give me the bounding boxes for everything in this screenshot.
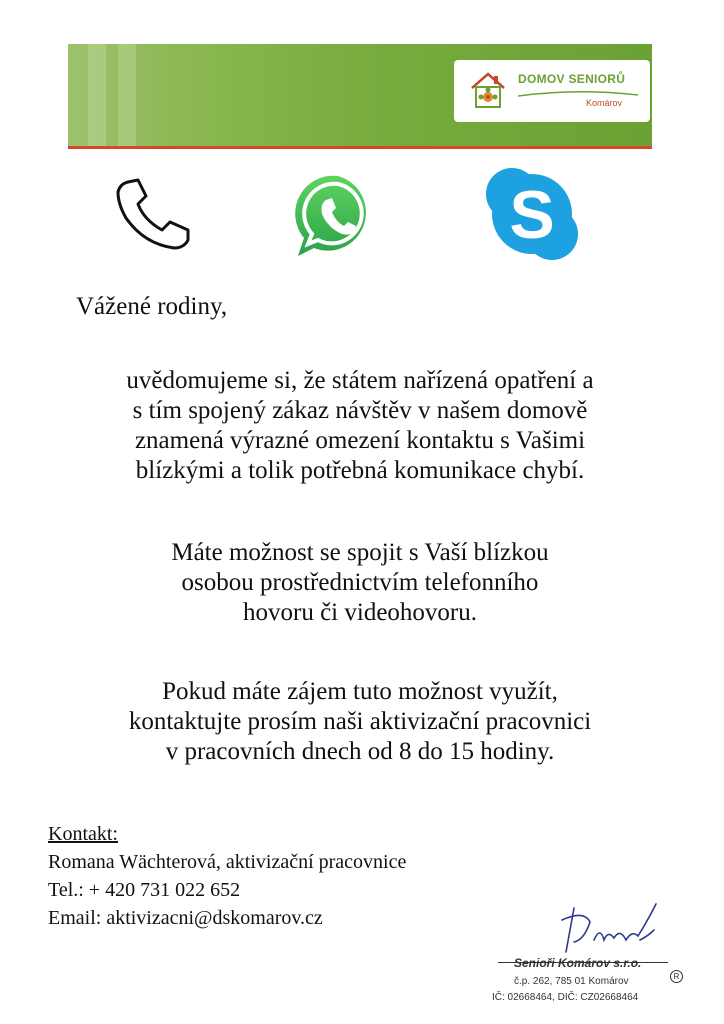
greeting: Vážené rodiny, (76, 293, 228, 320)
logo (454, 60, 650, 122)
banner-stripe (88, 44, 106, 148)
house-logo-icon (468, 70, 508, 112)
text-line: s tím spojený zákaz návštěv v našem domově (132, 397, 588, 424)
banner-divider (68, 146, 652, 149)
skype-icon (484, 166, 580, 262)
text-line: kontaktujte prosím naši aktivizační pracovnici (128, 708, 592, 735)
stamp-company: Senioři Komárov s.r.o. (514, 956, 642, 970)
text-line: Máte možnost se spojit s Vaší blízkou (171, 539, 549, 566)
company-stamp (492, 900, 702, 1010)
paragraph-2 (40, 538, 680, 628)
signature (544, 900, 664, 960)
logo-title: DOMOV SENIORŮ (518, 72, 626, 86)
banner-stripe (118, 44, 136, 148)
text-line: v pracovních dnech od 8 do 15 hodiny. (165, 738, 555, 765)
text-line: Pokud máte zájem tuto možnost využít, (162, 678, 558, 705)
contact-block (48, 820, 406, 932)
text-line: blízkými a tolik potřebná komunikace chybí. (135, 457, 585, 484)
registered-mark: R (670, 970, 683, 983)
phone-icon (114, 178, 198, 252)
text-line: hovoru či videohovoru. (243, 599, 477, 626)
logo-swoosh (518, 90, 638, 98)
text-line: osobou prostřednictvím telefonního (181, 569, 539, 596)
contact-email[interactable]: Email: aktivizacni@dskomarov.cz (48, 907, 323, 929)
stamp-address: č.p. 262, 785 01 Komárov (514, 976, 629, 987)
stamp-ids: IČ: 02668464, DIČ: CZ02668464 (492, 992, 639, 1003)
logo-subtitle: Komárov (586, 98, 623, 108)
contact-phone[interactable]: Tel.: + 420 731 022 652 (48, 879, 241, 901)
paragraph-3 (40, 677, 680, 767)
text-line: uvědomujeme si, že státem nařízená opatření a (126, 367, 594, 394)
contact-heading: Kontakt: (48, 823, 118, 845)
whatsapp-icon (292, 170, 384, 262)
paragraph-1 (40, 366, 680, 486)
svg-text:S: S (509, 177, 555, 253)
text-line: znamená výrazné omezení kontaktu s Vašimi (134, 427, 586, 454)
contact-name: Romana Wächterová, aktivizační pracovnice (48, 851, 407, 873)
